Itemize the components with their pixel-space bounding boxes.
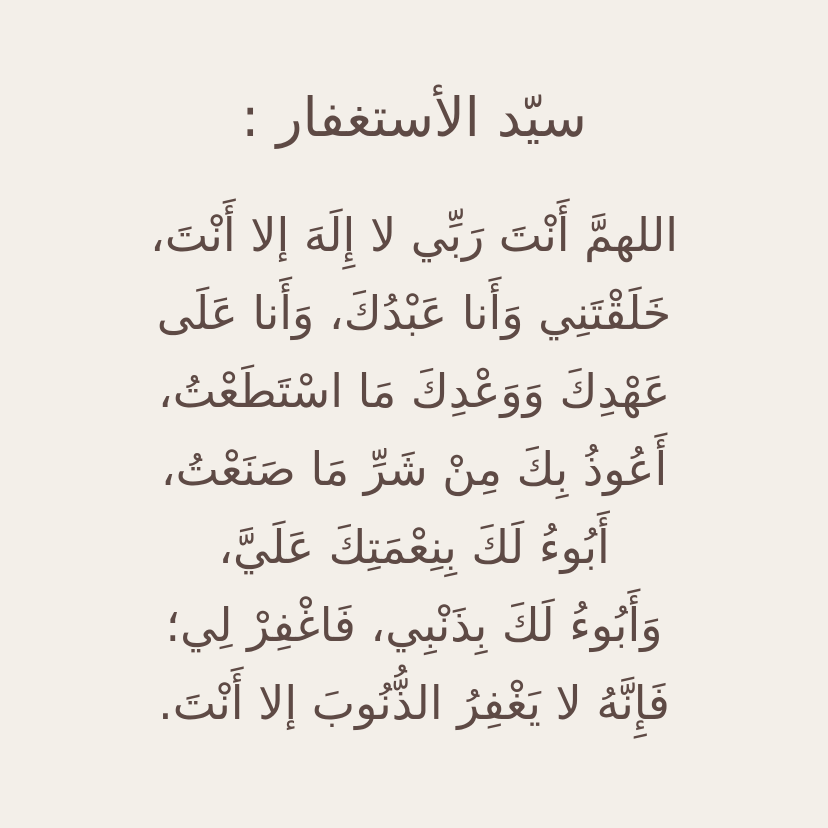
dua-line: فَإِنَّهُ لا يَغْفِرُ الذُّنُوبَ إلا أَنْتَ. — [158, 676, 670, 730]
dua-line: اللهمَّ أَنْتَ رَبِّي لا إِلَهَ إلا أَنْتَ، — [150, 208, 678, 262]
dua-line: خَلَقْتَنِي وَأَنا عَبْدُكَ، وَأَنا عَلَى — [156, 286, 672, 340]
dua-line: وَأَبُوءُ لَكَ بِذَنْبِي، فَاغْفِرْ لِي؛ — [165, 598, 663, 652]
dua-line: عَهْدِكَ وَوَعْدِكَ مَا اسْتَطَعْتُ، — [157, 364, 671, 418]
page-title: سيّد الأستغفار : — [241, 86, 587, 149]
dua-line: أَعُوذُ بِكَ مِنْ شَرِّ مَا صَنَعْتُ، — [160, 442, 668, 496]
dua-text — [0, 196, 828, 742]
dua-line: أَبُوءُ لَكَ بِنِعْمَتِكَ عَلَيَّ، — [218, 520, 610, 574]
